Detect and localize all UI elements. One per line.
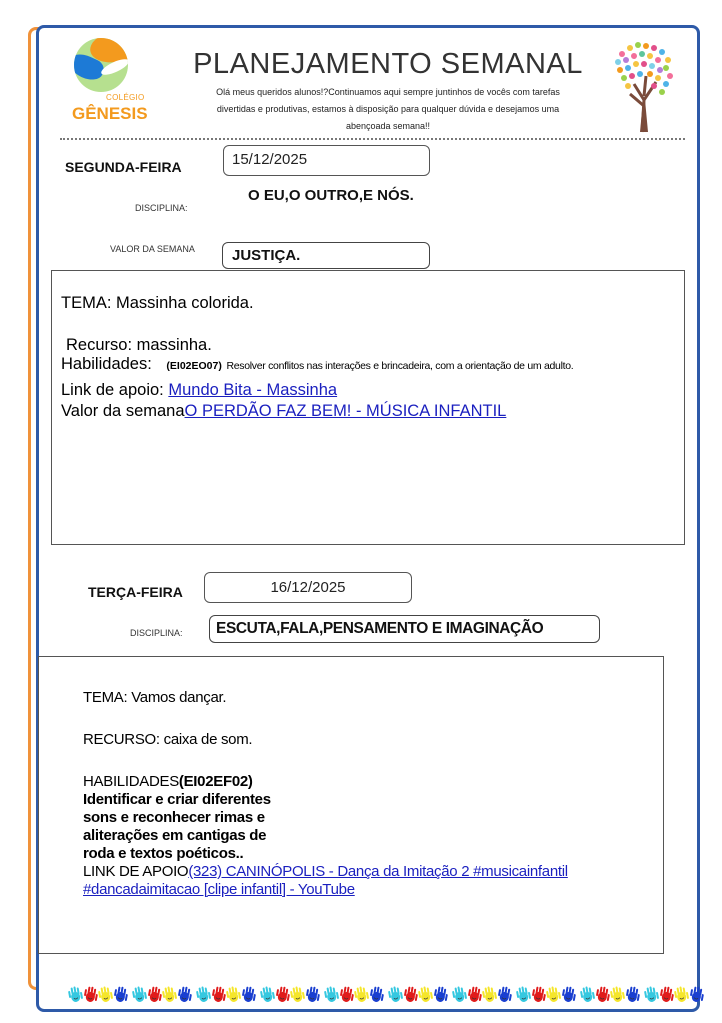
monday-value-link-label: Valor da semana: [61, 402, 185, 420]
habilidades-line: aliterações em cantigas de: [83, 827, 267, 844]
hand-group: [324, 984, 384, 1006]
hand-icon: [403, 984, 418, 1004]
monday-discipline-label: DISCIPLINA:: [135, 203, 188, 213]
monday-support-link[interactable]: Mundo Bita - Massinha: [168, 381, 338, 399]
tuesday-day-label: TERÇA-FEIRA: [88, 584, 183, 600]
hand-icon: [610, 984, 625, 1004]
hand-icon: [68, 984, 83, 1004]
hand-icon: [369, 984, 384, 1004]
hand-icon: [595, 984, 610, 1004]
hand-icon: [196, 984, 211, 1004]
tuesday-discipline-label: DISCIPLINA:: [130, 628, 183, 638]
hand-icon: [275, 984, 290, 1004]
hand-icon: [644, 984, 659, 1004]
intro-message: [170, 84, 606, 135]
hand-icon: [388, 984, 403, 1004]
tuesday-recurso: RECURSO: caixa de som.: [83, 731, 253, 748]
hand-icon: [497, 984, 512, 1004]
tuesday-habilidades-text: [83, 791, 653, 863]
logo-small-text: COLÉGIO: [106, 93, 145, 102]
hand-icon: [580, 984, 595, 1004]
monday-date-field: 15/12/2025: [223, 145, 430, 176]
hand-icon: [516, 984, 531, 1004]
monday-recurso: Recurso: massinha.: [66, 336, 212, 354]
tuesday-support-link[interactable]: (323) CANINÓPOLIS - Dança da Imitação 2 #musicainfantil: [188, 863, 568, 880]
hand-icon: [177, 984, 192, 1004]
monday-content-box: [51, 270, 685, 545]
tuesday-tema: TEMA: Vamos dançar.: [83, 689, 227, 706]
hand-icon: [418, 984, 433, 1004]
hand-icon: [339, 984, 354, 1004]
hand-group: [644, 984, 704, 1006]
tuesday-support-link-continued[interactable]: #dancadaimitacao [clipe infantil] - YouTube: [83, 881, 355, 898]
hand-group: [196, 984, 256, 1006]
hand-icon: [659, 984, 674, 1004]
hand-group: [68, 984, 128, 1006]
monday-habilidades-label: Habilidades:: [61, 355, 152, 373]
school-logo: [70, 38, 162, 128]
colorful-tree-icon: [612, 40, 676, 134]
hand-group: [452, 984, 512, 1006]
hand-icon: [452, 984, 467, 1004]
intro-line: divertidas e produtivas, estamos à disposição para qualquer dúvida e desejamos uma: [216, 104, 560, 114]
hand-icon: [226, 984, 241, 1004]
hand-group: [260, 984, 320, 1006]
habilidades-line: sons e reconhecer rimas e: [83, 809, 265, 826]
hand-icon: [305, 984, 320, 1004]
page-title: PLANEJAMENTO SEMANAL: [193, 48, 583, 80]
tuesday-discipline-field: ESCUTA,FALA,PENSAMENTO E IMAGINAÇÃO: [209, 615, 600, 643]
hand-icon: [546, 984, 561, 1004]
hand-icon: [625, 984, 640, 1004]
hand-icon: [433, 984, 448, 1004]
habilidades-line: roda e textos poéticos..: [83, 845, 244, 862]
tuesday-link-label: LINK DE APOIO: [83, 863, 189, 880]
hand-icon: [241, 984, 256, 1004]
header-separator: [60, 138, 685, 140]
hand-icon: [132, 984, 147, 1004]
hand-icon: [674, 984, 689, 1004]
hand-icon: [98, 984, 113, 1004]
monday-habilidades-text: Resolver conflitos nas interações e brincadeira, com a orientação de um adulto.: [226, 360, 574, 372]
monday-day-label: SEGUNDA-FEIRA: [65, 159, 182, 175]
monday-value-link[interactable]: O PERDÃO FAZ BEM! - MÚSICA INFANTIL: [184, 402, 507, 420]
hand-icon: [689, 984, 704, 1004]
hand-group: [132, 984, 192, 1006]
hand-icon: [531, 984, 546, 1004]
monday-habilidades: [61, 356, 674, 377]
hand-icon: [83, 984, 98, 1004]
hand-icon: [354, 984, 369, 1004]
monday-discipline: O EU,O OUTRO,E NÓS.: [248, 187, 414, 204]
hand-group: [388, 984, 448, 1006]
intro-line: Olá meus queridos alunos!?Continuamos aqui sempre juntinhos de vocês com tarefas: [216, 87, 560, 97]
monday-habilidades-code: (EI02EO07): [166, 360, 222, 372]
hand-icon: [147, 984, 162, 1004]
hand-icon: [113, 984, 128, 1004]
tuesday-content-box: [38, 656, 664, 954]
school-logo-icon: [74, 38, 128, 92]
monday-value-field: JUSTIÇA.: [222, 242, 430, 269]
tuesday-habilidades: [83, 773, 653, 791]
hand-icon: [482, 984, 497, 1004]
colorful-hands-border-icon: [68, 984, 668, 1006]
tuesday-habilidades-label: HABILIDADES: [83, 773, 179, 790]
habilidades-line: Identificar e criar diferentes: [83, 791, 271, 808]
logo-name: GÊNESIS: [72, 104, 148, 123]
monday-tema: TEMA: Massinha colorida.: [61, 294, 254, 312]
hand-icon: [561, 984, 576, 1004]
tuesday-habilidades-code: (EI02EF02): [178, 773, 253, 790]
hand-icon: [211, 984, 226, 1004]
hand-icon: [324, 984, 339, 1004]
hand-icon: [162, 984, 177, 1004]
intro-line: abençoada semana!!: [345, 121, 431, 131]
hand-group: [516, 984, 576, 1006]
tuesday-date-field: 16/12/2025: [204, 572, 412, 603]
monday-link-label: Link de apoio:: [61, 381, 169, 399]
hand-icon: [260, 984, 275, 1004]
monday-value-label: VALOR DA SEMANA: [110, 244, 195, 254]
hand-group: [580, 984, 640, 1006]
hand-icon: [467, 984, 482, 1004]
hand-icon: [290, 984, 305, 1004]
